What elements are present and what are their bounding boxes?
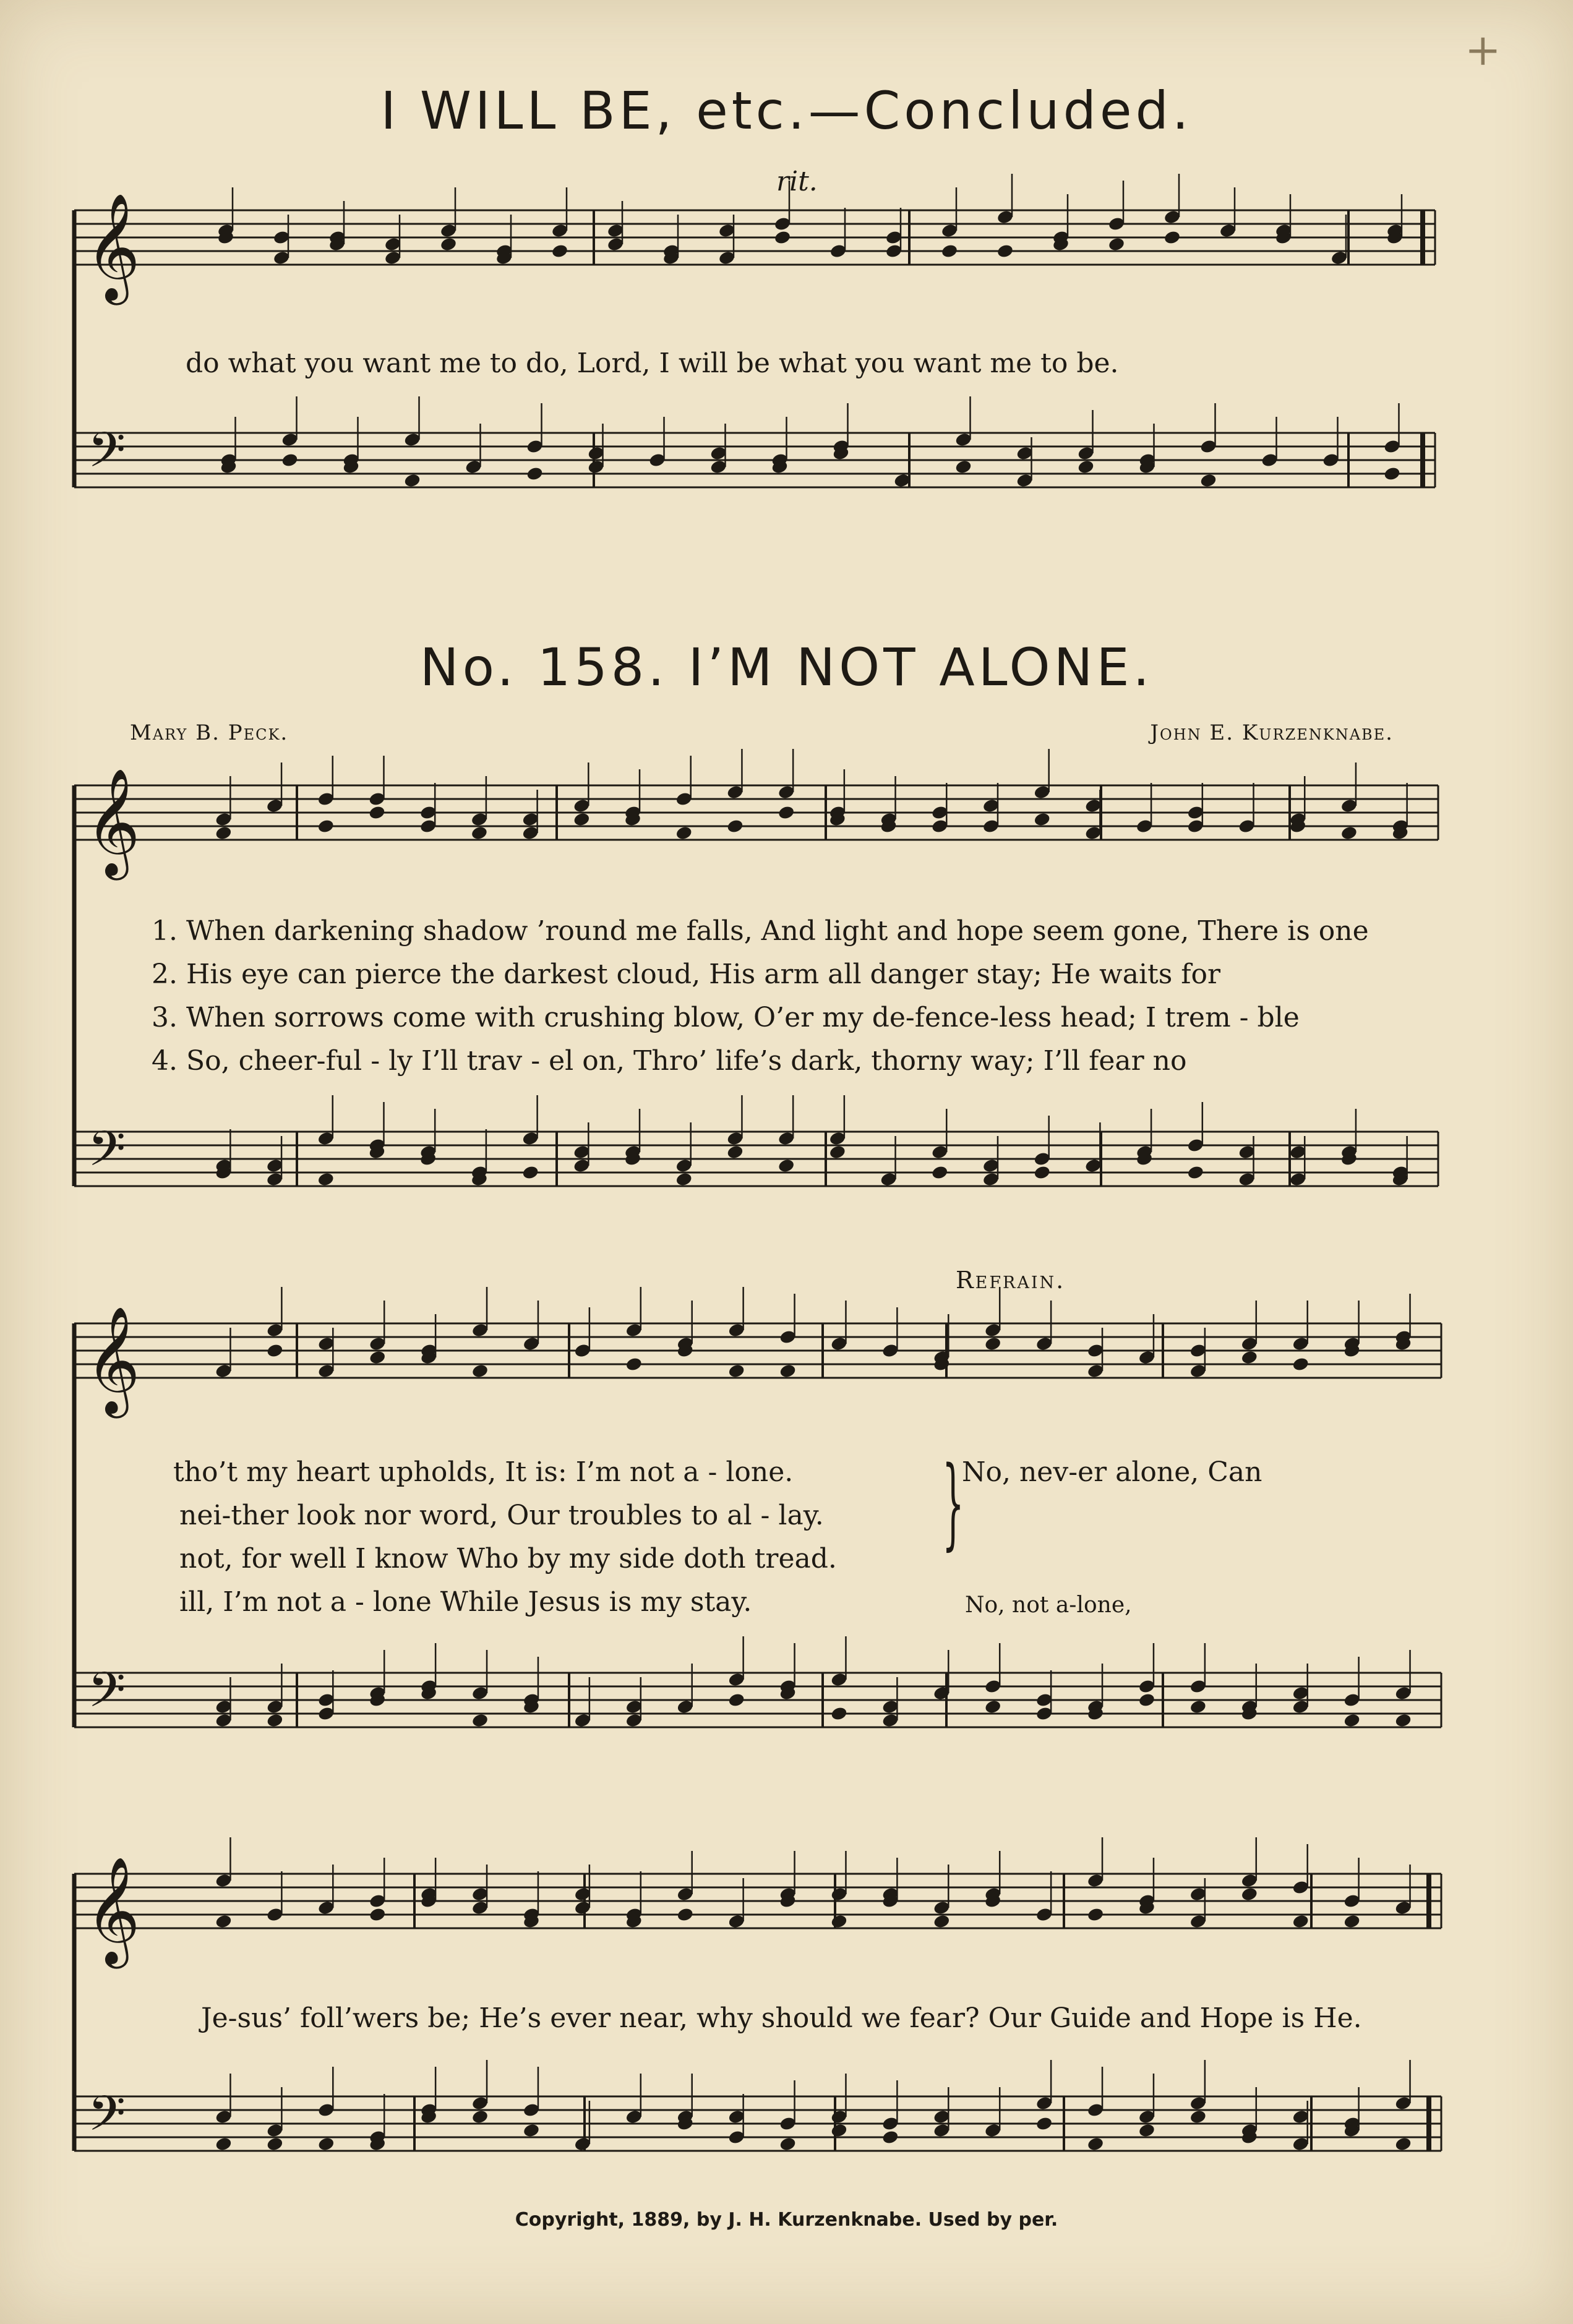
author-credit: Mary B. Peck. <box>130 720 289 745</box>
note-head <box>471 2109 489 2124</box>
note-head <box>779 2136 797 2151</box>
clef-icon: 𝄞 <box>85 768 140 876</box>
clef-icon: 𝄢 <box>88 422 126 490</box>
note-head <box>215 1913 233 1929</box>
note-head <box>523 2122 541 2138</box>
verse-brace: } <box>942 1445 964 1560</box>
note-head <box>266 1343 284 1358</box>
note-head <box>1240 1886 1258 1902</box>
note-head <box>551 243 569 258</box>
note-head <box>1087 1907 1105 1922</box>
note-head <box>675 825 693 840</box>
verse-2-line: 2. His eye can pierce the darkest cloud, His arm all danger stay; He waits for <box>152 959 1221 990</box>
clef-icon: 𝄞 <box>85 1856 140 1964</box>
note-head <box>317 818 335 834</box>
note-head <box>676 1907 694 1922</box>
note-head <box>368 805 386 820</box>
note-head <box>1340 825 1358 840</box>
note-head <box>931 1164 949 1180</box>
concluded-lyric-line: do what you want me to do, Lord, I will be what you want me to be. <box>186 348 1119 379</box>
note-head <box>830 2122 848 2138</box>
note-head <box>830 1913 848 1929</box>
note-head <box>778 805 795 820</box>
note-head <box>984 1336 1002 1351</box>
note-head <box>984 1699 1002 1714</box>
note-head <box>1077 459 1095 474</box>
note-head <box>369 1349 387 1365</box>
note-head <box>1035 2116 1053 2131</box>
note-head <box>675 1171 693 1187</box>
verse-1-line: 1. When darkening shadow ’round me falls, And light and hope seem gone, There is one <box>152 915 1369 947</box>
note-head <box>1343 1712 1361 1728</box>
verse-3-continued: not, for well I know Who by my side doth tread. <box>179 1543 837 1574</box>
note-head <box>1189 1699 1207 1714</box>
note-head <box>573 811 591 827</box>
hymn-title: No. 158. I’M NOT ALONE. <box>419 637 1154 698</box>
note-head <box>471 825 489 840</box>
note-head <box>266 1712 284 1728</box>
note-head <box>830 1706 848 1721</box>
note-head <box>1383 466 1401 481</box>
clef-icon: 𝄢 <box>88 1121 126 1189</box>
note-head <box>1087 2136 1105 2151</box>
note-head <box>1108 236 1126 252</box>
note-head <box>881 2129 899 2145</box>
clef-icon: 𝄞 <box>85 1306 140 1414</box>
note-head <box>281 452 299 468</box>
note-head <box>727 1363 745 1378</box>
note-head <box>933 1913 951 1929</box>
clef-icon: 𝄞 <box>85 193 140 301</box>
note-head <box>997 243 1014 258</box>
clef-icon: 𝄢 <box>88 2086 126 2154</box>
note-head <box>779 1363 797 1378</box>
note-head <box>774 229 792 245</box>
copyright-notice: Copyright, 1889, by J. H. Kurzenknabe. Used by per. <box>515 2209 1058 2231</box>
note-head <box>403 472 421 488</box>
note-head <box>1343 1913 1361 1929</box>
rit-marking: rit. <box>776 166 818 197</box>
note-head <box>954 459 972 474</box>
note-head <box>828 1144 846 1160</box>
refrain-lyric: No, nev-er alone, Can <box>962 1456 1262 1488</box>
note-head <box>440 236 458 252</box>
verse-4-continued: ill, I’m not a - lone While Jesus is my stay. <box>179 1586 752 1618</box>
final-lyric-line: Je-sus’ foll’wers be; He’s ever near, why should we fear? Our Guide and Hope is He. <box>201 2002 1362 2034</box>
note-head <box>1292 1913 1309 1929</box>
note-head <box>521 1164 539 1180</box>
note-head <box>215 2136 233 2151</box>
note-head <box>215 825 233 840</box>
note-head <box>317 2136 335 2151</box>
verse-1-continued: tho’t my heart upholds, It is: I’m not a - lone. <box>173 1456 794 1488</box>
composer-credit: John E. Kurzenknabe. <box>1150 720 1394 745</box>
note-head <box>526 466 544 481</box>
note-head <box>726 1144 744 1160</box>
concluded-title: I WILL BE, etc.—Concluded. <box>380 80 1193 141</box>
note-head <box>1138 2122 1156 2138</box>
note-head <box>778 1158 795 1173</box>
note-head <box>1394 2136 1412 2151</box>
note-head <box>941 243 959 258</box>
note-head <box>1394 1712 1412 1728</box>
note-head <box>625 1356 643 1372</box>
note-head <box>1189 2109 1207 2124</box>
note-head <box>727 1692 745 1707</box>
note-head <box>1240 1349 1258 1365</box>
verse-4-line: 4. So, cheer-ful - ly I’ll trav - el on, Thro’ life’s dark, thorny way; I’ll fear no <box>152 1045 1187 1077</box>
note-head <box>471 1712 489 1728</box>
note-head <box>1199 472 1217 488</box>
note-head <box>1164 229 1181 245</box>
verse-2-continued: nei-ther look nor word, Our troubles to al - lay. <box>179 1500 824 1531</box>
note-head <box>1033 811 1051 827</box>
note-head <box>1186 1164 1204 1180</box>
note-head <box>726 818 744 834</box>
refrain-label: Refrain. <box>956 1267 1066 1294</box>
note-head <box>317 1171 335 1187</box>
pencil-mark: + <box>1465 25 1501 75</box>
note-head <box>1292 1356 1309 1372</box>
verse-3-line: 3. When sorrows come with crushing blow, O’er my de-fence-less head; I trem - ble <box>152 1002 1300 1033</box>
note-head <box>369 1907 387 1922</box>
note-head <box>1033 1164 1051 1180</box>
note-head <box>471 1363 489 1378</box>
note-head <box>1138 1692 1156 1707</box>
refrain-echo-lyric: No, not a-lone, <box>965 1592 1132 1618</box>
note-head <box>266 2136 284 2151</box>
clef-icon: 𝄢 <box>88 1662 126 1730</box>
